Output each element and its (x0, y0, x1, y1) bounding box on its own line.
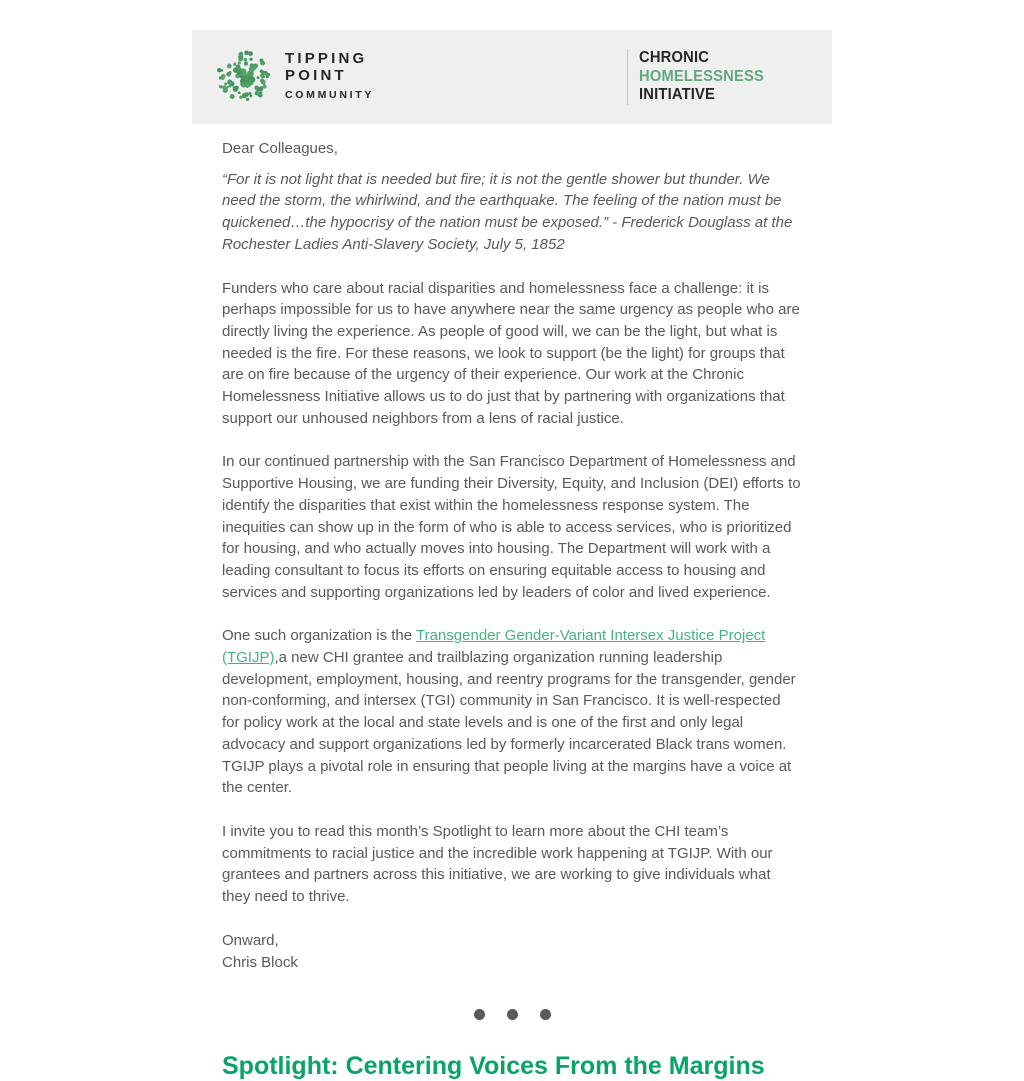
closing-signoff: Onward, (222, 931, 279, 949)
letter-body (192, 124, 832, 1081)
email-header (192, 30, 832, 124)
logo-divider-line (627, 49, 628, 105)
chronic-homelessness-initiative-logo (627, 49, 771, 105)
brand-line-3: COMMUNITY (285, 89, 375, 101)
program-line-2: HOMELESSNESS (639, 67, 765, 85)
divider-dot (507, 1009, 518, 1020)
paragraph-invite: I invite you to read this month’s Spotlight to learn more about the CHI team’s commitments to racial justice and the incredible work happening at TGIJP. With our grantees and partners across this initiative, we are working to give individuals what they need to thrive. (222, 822, 773, 906)
brand-line-2: POINT (285, 67, 347, 84)
program-line-1: CHRONIC (639, 49, 710, 67)
paragraph-partnership: In our continued partnership with the San Francisco Department of Homelessness and Supportive Housing, we are funding their Diversity, Equity, and Inclusion (DEI) efforts to identify the disparities that exist within the homelessness response system. The inequities can show up in the form of who is able to access services, who is prioritized for housing, and who actually moves into housing. The Department will work with a leading consultant to focus its efforts on ensuring equitable access to housing and services and supporting organizations led by leaders of color and lived experience. (222, 453, 801, 601)
spotlight-heading: Spotlight: Centering Voices From the Margins (222, 1052, 765, 1081)
douglass-quote: “For it is not light that is needed but fire; it is not the gentle shower but thunder. We need the storm, the whirlwind, and the earthquake. The feeling of the nation must be quickened…the hypocrisy of the nation must be exposed.” - Frederick Douglass at the Rochester Ladies Anti-Slavery Society, July 5, 1852 (222, 170, 793, 253)
paragraph-tgijp (222, 625, 802, 799)
salutation: Dear Colleagues, (222, 140, 338, 157)
email-container (192, 0, 832, 1081)
tipping-point-logo[interactable] (215, 48, 374, 106)
brand-line-1: TIPPING (285, 50, 368, 67)
tgijp-text-after: ,a new CHI grantee and trailblazing organization running leadership development, employment, housing, and reentry programs for the transgender, gender non-conforming, and intersex (TGI) community in San Francisco. It is well-respected for policy work at the local and state levels and is one of the first and only legal advocacy and support organizations led by formerly incarcerated Black trans women. TGIJP plays a pivotal role in ensuring that people living at the margins have a voice at the center. (222, 649, 796, 797)
tgijp-link[interactable]: Transgender Gender-Variant Intersex Justice Project (TGIJP) (222, 627, 766, 667)
divider-dot (474, 1009, 485, 1020)
divider-dot (540, 1009, 551, 1020)
tgijp-text-before: One such organization is the (222, 627, 417, 645)
tipping-point-wordmark (285, 50, 374, 104)
tipping-point-dots-icon (215, 48, 273, 106)
dots-divider (222, 1009, 802, 1021)
closing-signature: Chris Block (222, 953, 298, 971)
chi-wordmark (639, 49, 764, 105)
program-line-3: INITIATIVE (639, 86, 716, 104)
paragraph-funders: Funders who care about racial disparities and homelessness face a challenge: it is perhaps impossible for us to have anywhere near the same urgency as people who are directly living the experience. As people of good will, we can be the light, but what is needed is the fire. For these reasons, we look to support (be the light) for groups that are on fire because of the urgency of their experience. Our work at the Chronic Homelessness Initiative allows us to do just that by partnering with organizations that support our unhoused neighbors from a lens of racial justice. (222, 279, 800, 427)
